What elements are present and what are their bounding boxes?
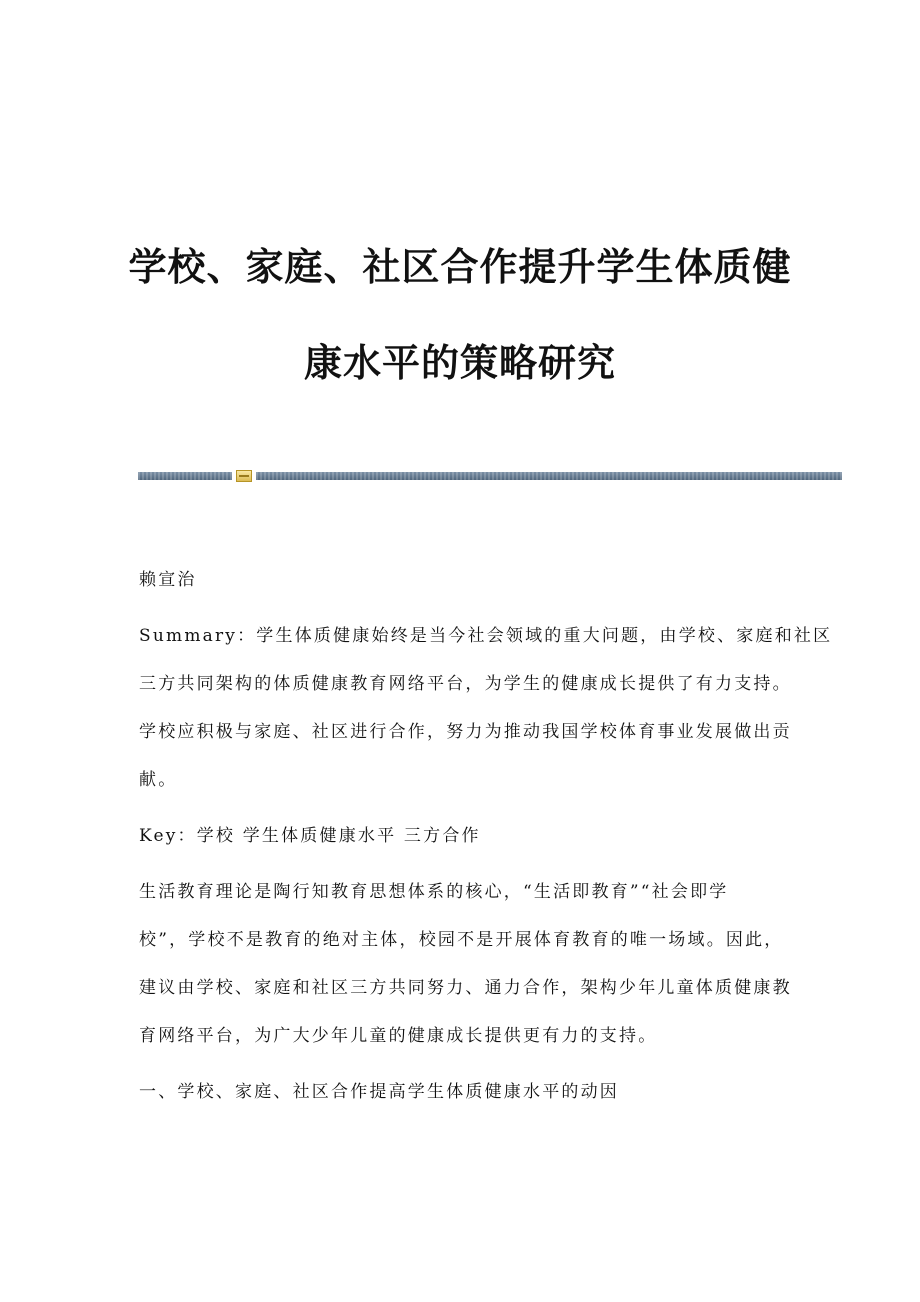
summary-line-4: 献。 [139, 770, 178, 790]
divider-bar-right [256, 472, 842, 480]
title-divider [138, 470, 842, 482]
intro-line-1: 生活教育理论是陶行知教育思想体系的核心，“生活即教育”“社会即学 [139, 882, 729, 902]
summary-line-2: 三方共同架构的体质健康教育网络平台，为学生的健康成长提供了有力支持。 [139, 674, 792, 694]
keywords-line: Key：学校 学生体质健康水平 三方合作 [139, 826, 481, 846]
summary-line-1: Summary：学生体质健康始终是当今社会领域的重大问题，由学校、家庭和社区 [139, 626, 833, 646]
section-heading: 一、学校、家庭、社区合作提高学生体质健康水平的动因 [139, 1082, 619, 1102]
divider-ornament-icon [236, 470, 252, 482]
divider-bar-left [138, 472, 232, 480]
intro-line-3: 建议由学校、家庭和社区三方共同努力、通力合作，架构少年儿童体质健康教 [139, 978, 792, 998]
summary-line-3: 学校应积极与家庭、社区进行合作，努力为推动我国学校体育事业发展做出贡 [139, 722, 792, 742]
title-line-2: 康水平的策略研究 [303, 341, 616, 386]
author-name: 赖宣治 [139, 570, 197, 590]
intro-line-4: 育网络平台，为广大少年儿童的健康成长提供更有力的支持。 [139, 1026, 658, 1046]
intro-line-2: 校”，学校不是教育的绝对主体，校园不是开展体育教育的唯一场域。因此， [139, 930, 784, 950]
title-line-1: 学校、家庭、社区合作提升学生体质健 [128, 245, 792, 290]
